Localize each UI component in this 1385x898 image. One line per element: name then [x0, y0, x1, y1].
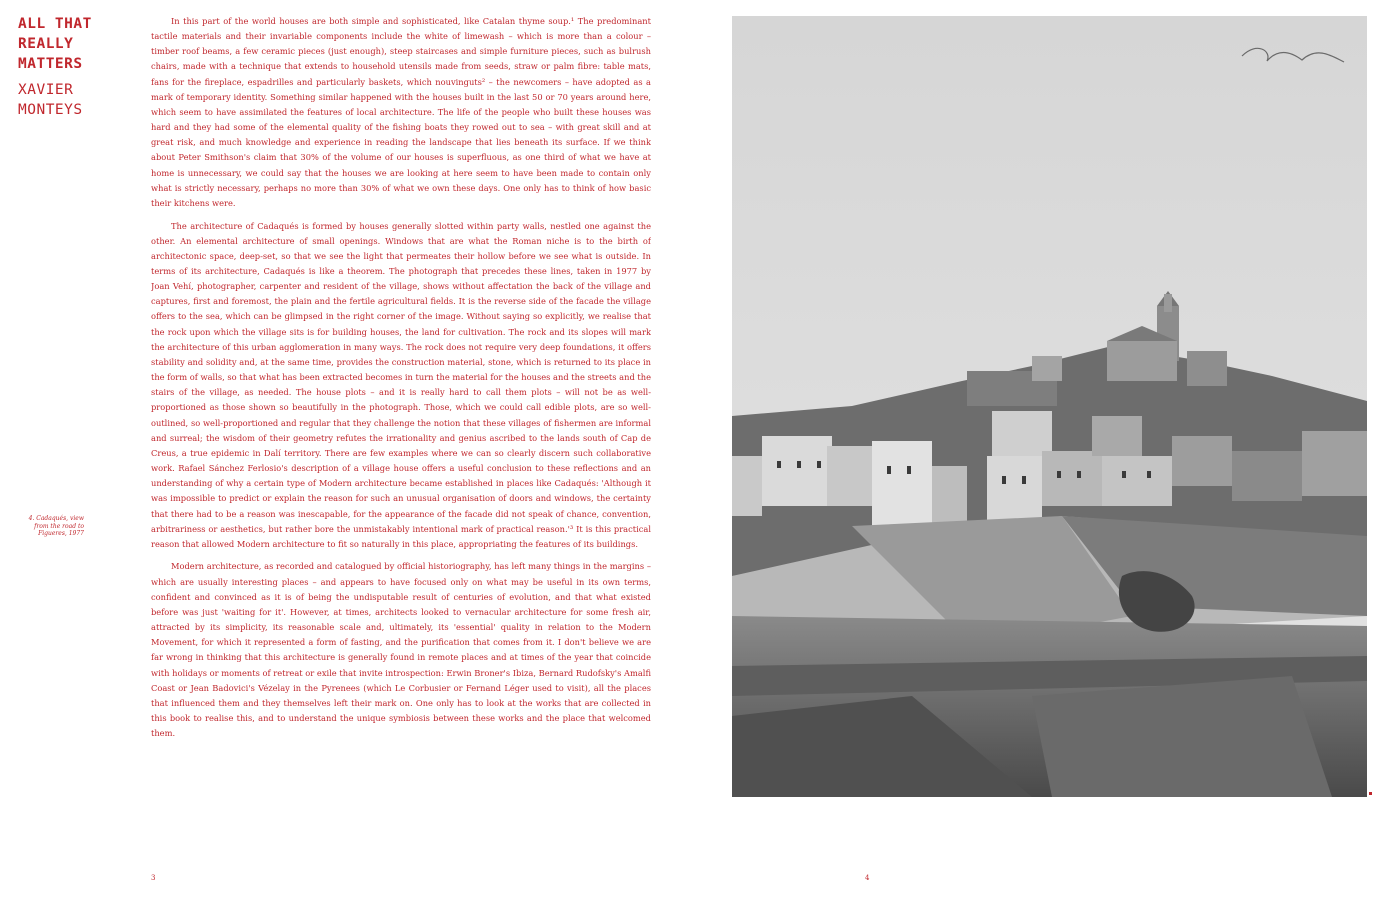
page-number-right: 4 [865, 874, 870, 882]
photo-illustration [732, 16, 1367, 797]
foreground-fields [732, 516, 1367, 797]
chapter-heading [18, 14, 138, 120]
body-paragraph: In this part of the world houses are both simple and sophisticated, like Catalan thyme soup.¹ The predominant tactile materials and their invariable components include the white of limewash – which is more than a colour – timber roof beams, a few ceramic pieces (just enough), steep staircases and simple furniture pieces, such as bulrush chairs, made with a technique that extends to household utensils made from seeds, straw or palm fibre: table mats, fans for the fireplace, espadrilles and particularly baskets, which nouvinguts² – the newcomers – have adopted as a mark of temporary identity. Something similar happened with the houses built in the last 50 or 70 years around here, which seem to have assimilated the features of local architecture. The life of the people who built these houses was hard and they had some of the elemental quality of the fishing boats they rowed out to sea – with great skill and at great risk, and much knowledge and experience in reading the landscape that lies beneath its surface. If we think about Peter Smithson's claim that 30% of the volume of our houses is superfluous, as one third of what we have at home is unnecessary, we could say that the houses we are looking at here seem to have been made to contain only what is strictly necessary, perhaps no more than 30% of what we own these days. One only has to think of how basic their kitchens were. [151, 16, 651, 208]
body-paragraph: Modern architecture, as recorded and catalogued by official historiography, has left many things in the margins – which are usually interesting places – and appears to have focused only on what may be useful in its own terms, confident and convinced as it is of being the undisputable result of centuries of evolution, and that what existed before was just 'waiting for it'. However, at times, architects looked to vernacular architecture for some fresh air, attracted by its simplicity, its reasonable scale and, ultimately, its 'essential' quality in relation to the Modern Movement, for which it represented a form of fasting, and the purification that comes from it. I don't believe we are far wrong in thinking that this architecture is generally found in remote places and at times of the year that coincide with holidays or moments of retreat or exile that invite introspection: Erwin Broner's Ibiza, Bernard Rudofsky's Amalfi Coast or Jean Badovici's Vézelay in the Pyrenees (which Le Corbusier or Fernand Léger used to visit), all the places that influenced them and they themselves left their mark on. One only has to look at the works that are collected in this book to realise this, and to understand the unique symbiosis between these works and the place that welcomed them. [151, 561, 651, 739]
chapter-title-line: MATTERS [18, 56, 83, 72]
chapter-title-line: ALL THAT [18, 16, 92, 32]
village-photograph [732, 16, 1367, 797]
figure-caption: 4. Cadaqués, view from the road to Figueres, 1977 [28, 515, 84, 537]
body-paragraph: The architecture of Cadaqués is formed by houses generally slotted within party walls, nestled one against the other. An elemental architecture of small openings. Windows that are what the Roman niche is to the birth of architectonic space, deep-set, so that we see the light that permeates their hollow before we see what is outside. In terms of its architecture, Cadaqués is like a theorem. The photograph that precedes these lines, taken in 1977 by Joan Vehí, photographer, carpenter and resident of the village, shows without affectation the back of the village and captures, first and foremost, the plain and the fertile agricultural fields. It is the reverse side of the facade the village offers to the sea, which can be glimpsed in the right corner of the image. Without saying so explicitly, we realise that the rock upon which the village sits is for building houses, the land for cultivation. The rock and its slopes will mark the architecture of this urban agglomeration in many ways. The rock does not require very deep foundations, it offers stability and solidity and, at the same time, provides the construction material, stone, which is returned to its place in the form of walls, so that what has been extracted becomes in turn the material for the houses and the streets and the stairs of the village, as needed. The house plots – and it is really hard to call them plots – will not be as well-proportioned as those shown so beautifully in the photograph. Those, which we could call edible plots, are so well-outlined, so well-proportioned and regular that they challenge the notion that these villages of fishermen are informal and surreal; the wisdom of their geometry refutes the irrationality and genius ascribed to the lands south of Cap de Creus, a true epidemic in Dalí territory. There are few examples where we can so clearly discern such collaborative work. Rafael Sánchez Ferlosio's description of a village house offers a useful conclusion to these reflections and an understanding of why a certain type of Modern architecture became established in places like Cadaqués: 'Although it was impossible to predict or explain the reason for such an unusual organisation of doors and windows, the certainty that there had to be a reason was inescapable, for the appearance of the facade did not speak of chance, convention, arbitrariness or aesthetics, but rather bore the unmistakably intentional mark of practical reason.'³ It is this practical reason that allowed Modern architecture to fit so naturally in this place, appropriating the features of its buildings. [151, 220, 651, 549]
body-text [151, 14, 651, 864]
author-name-line: XAVIER [18, 82, 74, 98]
page-number-left: 3 [151, 874, 156, 882]
corner-mark [1369, 792, 1372, 795]
author-name-line: MONTEYS [18, 102, 83, 118]
chapter-title-line: REALLY [18, 36, 74, 52]
